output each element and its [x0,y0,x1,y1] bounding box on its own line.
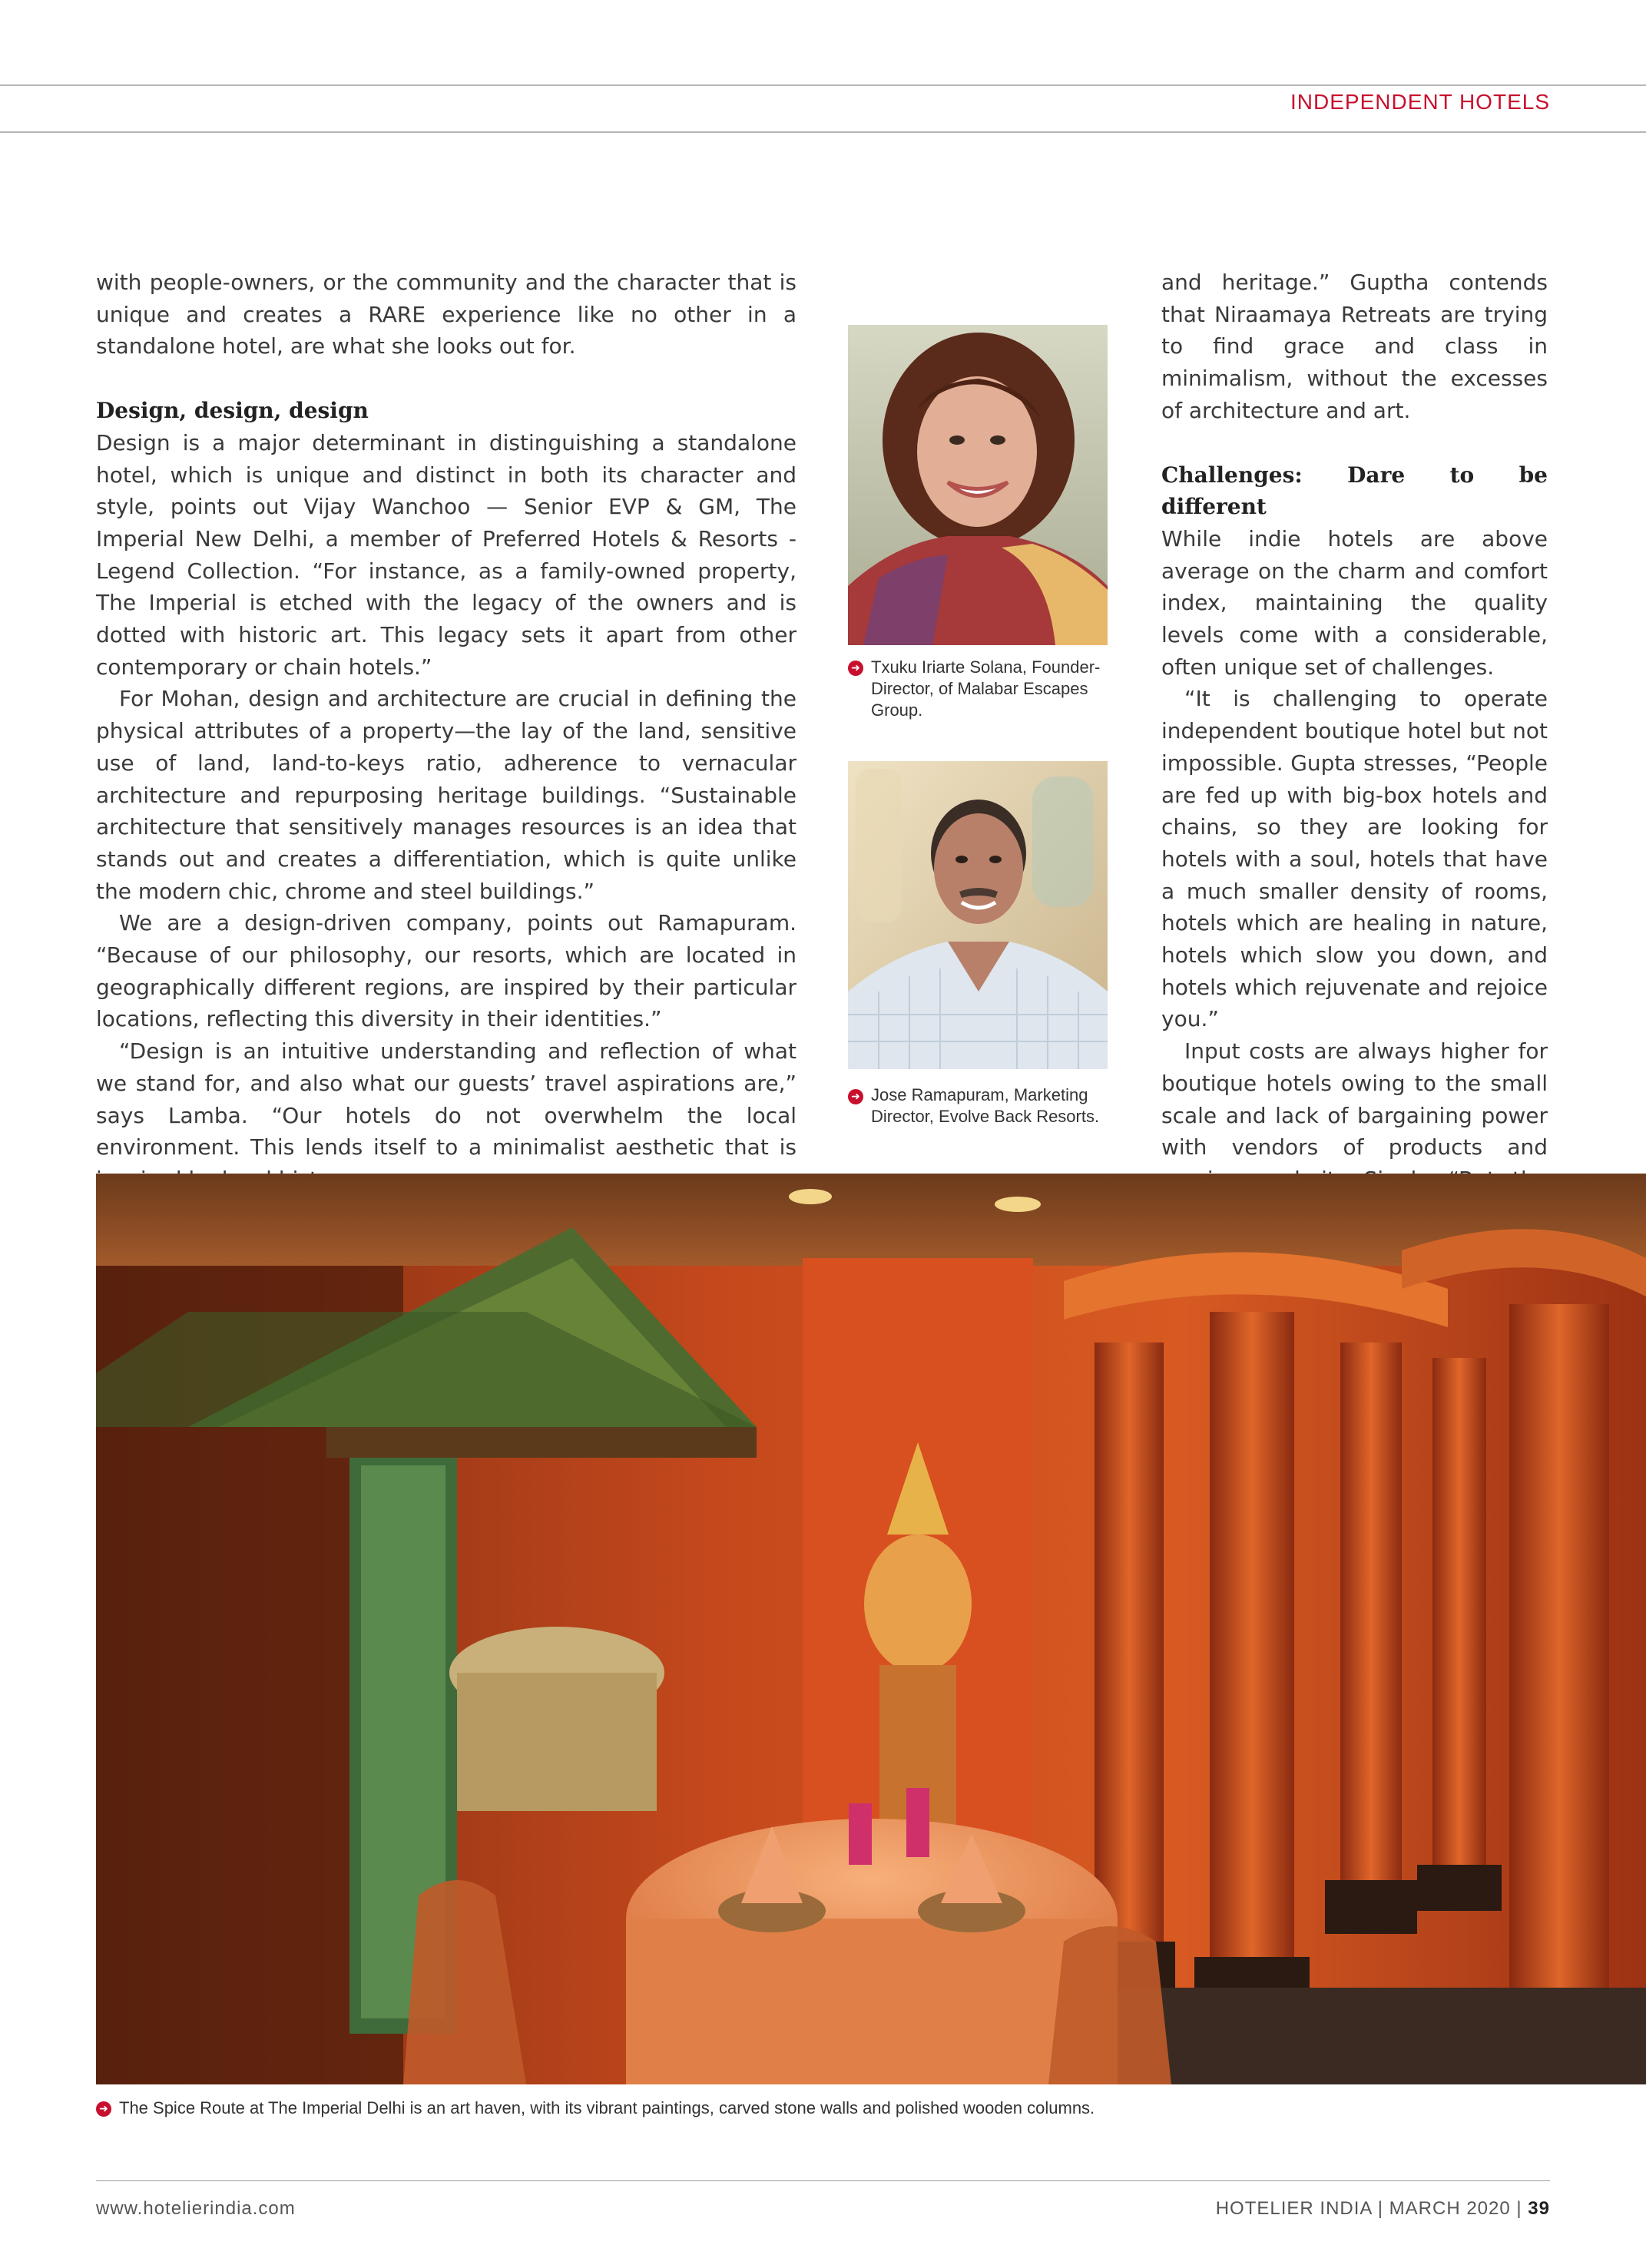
right-paragraph-2: While indie hotels are above average on the charm and comfort index, maintaining the quality levels come with a considerable, often unique set of challenges. [1161,525,1548,680]
caption-main-photo: The Spice Route at The Imperial Delhi is an art haven, with its vibrant paintings, carved stone walls and polished wooden columns. [119,2098,1095,2117]
right-column [1161,267,1548,1227]
left-paragraph-4: We are a design-driven company, points out Ramapuram. “Because of our philosophy, our resorts, which are located in geographically different regions, are inspired by their particular locations, reflecting this diversity in their identities.” [96,910,797,1032]
footer-url: www.hotelierindia.com [96,2198,296,2219]
portrait-woman-image [848,325,1108,645]
page-number: 39 [1528,2198,1550,2219]
section-label: INDEPENDENT HOTELS [1290,90,1550,114]
caption-woman: Txuku Iriarte Solana, Founder-Director, of Malabar Escapes Group. [871,657,1101,720]
portrait-jose-ramapuram [848,761,1108,1069]
right-paragraph-3: “It is challenging to operate independent boutique hotel but not impossible. Gupta stresses, “People are fed up with big-box hotels and chains, so they are looking for hotels with a soul, hotels that have a much smaller density of rooms, hotels which are healing in nature, hotels which slow you down, and hotels which rejuvenate and rejoice you.” [1161,686,1548,1032]
section-heading-challenges: Challenges: Dare to be different [1161,462,1548,520]
footer-rule [96,2180,1550,2181]
portrait-txuku-iriarte-solana [848,325,1108,645]
left-paragraph-2: Design is a major determinant in distinguishing a standalone hotel, which is unique and distinct in both its character and style, points out Vijay Wanchoo — Senior EVP & GM, The Imperial New Delhi, a member of Preferred Hotels & Resorts - Legend Collection. “For instance, as a family-owned property, The Imperial is etched with the legacy of the owners and is dotted with historic art. This legacy sets it apart from other contemporary or chain hotels.” [96,429,797,680]
caption-arrow-icon: ➜ [96,2101,111,2117]
footer-publication [1216,2198,1550,2220]
caption-arrow-icon: ➜ [848,661,863,676]
section-heading-design: Design, design, design [96,398,369,424]
right-paragraph-1: and heritage.” Guptha contends that Niraamaya Retreats are trying to find grace and class in minimalism, without the excesses of architecture and art. [1161,270,1548,423]
caption-arrow-icon: ➜ [848,1089,863,1104]
restaurant-photo [96,1174,1646,2084]
left-column [96,267,797,1196]
spice-route-restaurant-image [96,1174,1646,2084]
header-rule [0,131,1646,133]
left-paragraph-1: with people-owners, or the community and the character that is unique and creates a RARE experience like no other in a standalone hotel, are what she looks out for. [96,270,797,359]
right-paragraph-4: Input costs are always higher for boutique hotels owing to the small scale and lack of bargaining power with vendors of products and [1161,1038,1548,1160]
left-paragraph-5: “Design is an intuitive understanding and reflection of what we stand for, and also what our guests’ travel aspirations are,” says Lamba. “Our hotels do not overwhelm the local environment. This lends itself to a minimalist aesthetic that is [96,1038,797,1160]
footer-publication-label: HOTELIER INDIA | MARCH 2020 | [1215,2198,1522,2219]
left-paragraph-3: For Mohan, design and architecture are crucial in defining the physical attributes of a property—the lay of the land, sensitive use of land, land-to-keys ratio, adherence to vernacular architecture and repurposing heritage buildings. “Sustainable architecture that sensitively manages resources is an idea that stands out and creates a differentiation, which is quite unlike the modern chic, chrome and steel buildings.” [96,686,797,904]
top-rule [0,84,1646,86]
portrait-man-image [848,761,1108,1069]
caption-man: Jose Ramapuram, Marketing Director, Evolve Back Resorts. [871,1085,1100,1126]
